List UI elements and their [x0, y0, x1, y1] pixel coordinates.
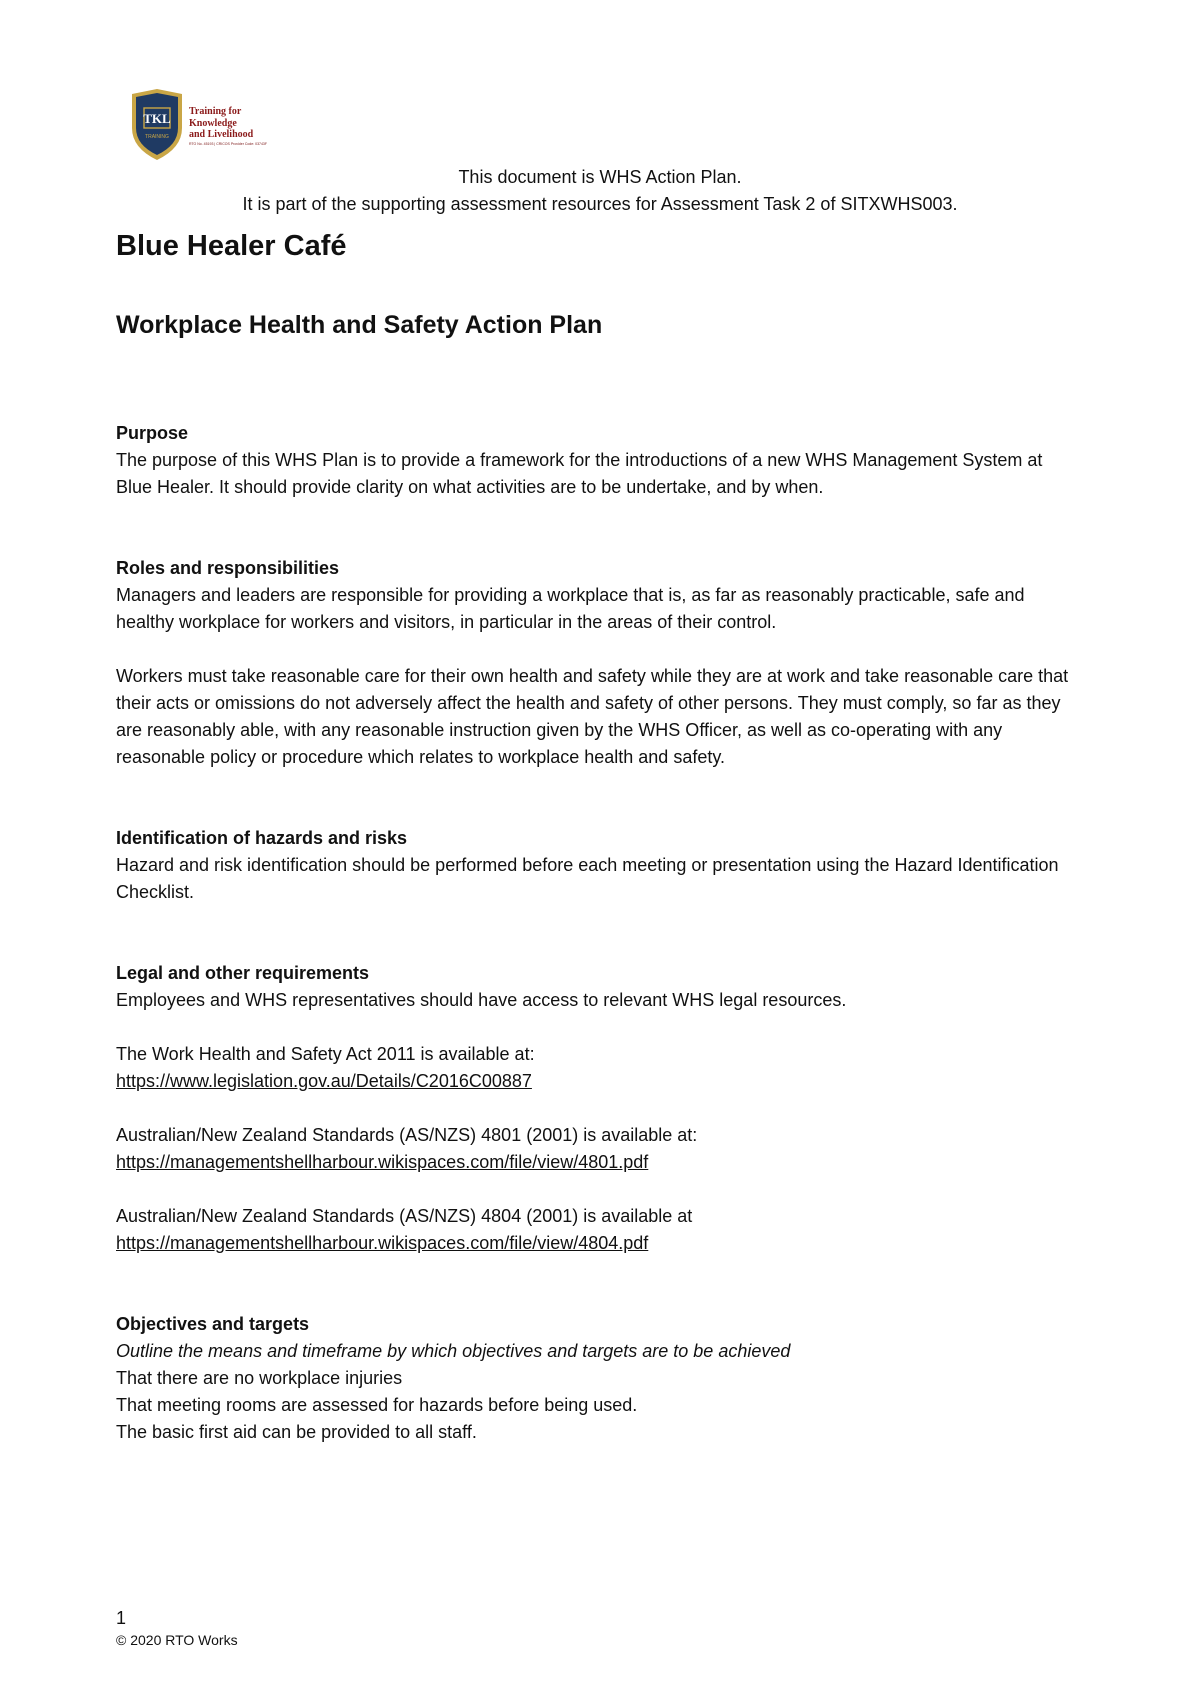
hazards-heading: Identification of hazards and risks	[116, 828, 408, 848]
logo-line-1: Training for	[189, 106, 242, 117]
act-link[interactable]: https://www.legislation.gov.au/Details/C2016C00887	[116, 1071, 532, 1091]
legal-heading: Legal and other requirements	[116, 963, 370, 983]
purpose-section	[116, 420, 1076, 501]
purpose-heading: Purpose	[116, 423, 189, 443]
logo-badge-text: TKL	[143, 111, 171, 126]
company-logo	[129, 88, 279, 162]
objectives-instruction: Outline the means and timeframe by which objectives and targets are to be achieved	[116, 1341, 791, 1361]
logo-line-2: Knowledge	[189, 117, 237, 129]
page-number: 1	[116, 1608, 127, 1628]
objective-item: The basic first aid can be provided to all staff.	[116, 1422, 477, 1442]
roles-para-2: Workers must take reasonable care for their own health and safety while they are at work and take reasonable care that their acts or omissions do not adversely affect the health and safety of other persons. They must comply, so far as they are reasonably able, with any reasonable instruction given by the WHS Officer, as well as co-operating with any reasonable policy or procedure which relates to workplace health and safety.	[116, 666, 1069, 767]
std-4801-link[interactable]: https://managementshellharbour.wikispaces.com/file/view/4801.pdf	[116, 1152, 649, 1172]
legal-text: Employees and WHS representatives should have access to relevant WHS legal resources.	[116, 990, 847, 1010]
hazards-section	[116, 825, 1076, 906]
intro-line-1: This document is WHS Action Plan.	[458, 167, 742, 187]
logo-badge-subtext: TRAINING	[145, 134, 169, 140]
document-subtitle: Workplace Health and Safety Action Plan	[116, 311, 603, 339]
std-4804-link[interactable]: https://managementshellharbour.wikispaces.com/file/view/4804.pdf	[116, 1233, 649, 1253]
roles-section	[116, 555, 1076, 771]
document-title: Blue Healer Café	[116, 230, 347, 262]
act-label: The Work Health and Safety Act 2011 is available at:	[116, 1044, 535, 1064]
std-4804-label: Australian/New Zealand Standards (AS/NZS) 4804 (2001) is available at	[116, 1206, 693, 1226]
intro-line-2: It is part of the supporting assessment resources for Assessment Task 2 of SITXWHS003.	[242, 194, 958, 214]
roles-heading: Roles and responsibilities	[116, 558, 340, 578]
objectives-heading: Objectives and targets	[116, 1314, 310, 1334]
purpose-text: The purpose of this WHS Plan is to provide a framework for the introductions of a new WHS Management System at Blue Healer. It should provide clarity on what activities are to be undertake, and by when.	[116, 450, 1043, 497]
roles-para-1: Managers and leaders are responsible for providing a workplace that is, as far as reasonably practicable, safe and healthy workplace for workers and visitors, in particular in the areas of their control.	[116, 585, 1025, 632]
objective-item: That meeting rooms are assessed for hazards before being used.	[116, 1395, 638, 1415]
intro-block	[0, 164, 1200, 218]
logo-wordmark	[189, 106, 281, 141]
logo-line-3: and Livelihood	[189, 129, 254, 140]
objectives-section	[116, 1311, 1076, 1446]
hazards-text: Hazard and risk identification should be performed before each meeting or presentation using the Hazard Identification Checklist.	[116, 855, 1059, 902]
copyright: © 2020 RTO Works	[116, 1632, 238, 1648]
logo-tiny-text: RTO No. 45193 | CRICOS Provider Code: 03743F	[189, 142, 268, 146]
document-body	[116, 420, 1076, 1446]
objective-item: That there are no workplace injuries	[116, 1368, 403, 1388]
shield-icon	[129, 88, 185, 162]
std-4801-label: Australian/New Zealand Standards (AS/NZS) 4801 (2001) is available at:	[116, 1125, 698, 1145]
legal-section	[116, 960, 1076, 1257]
